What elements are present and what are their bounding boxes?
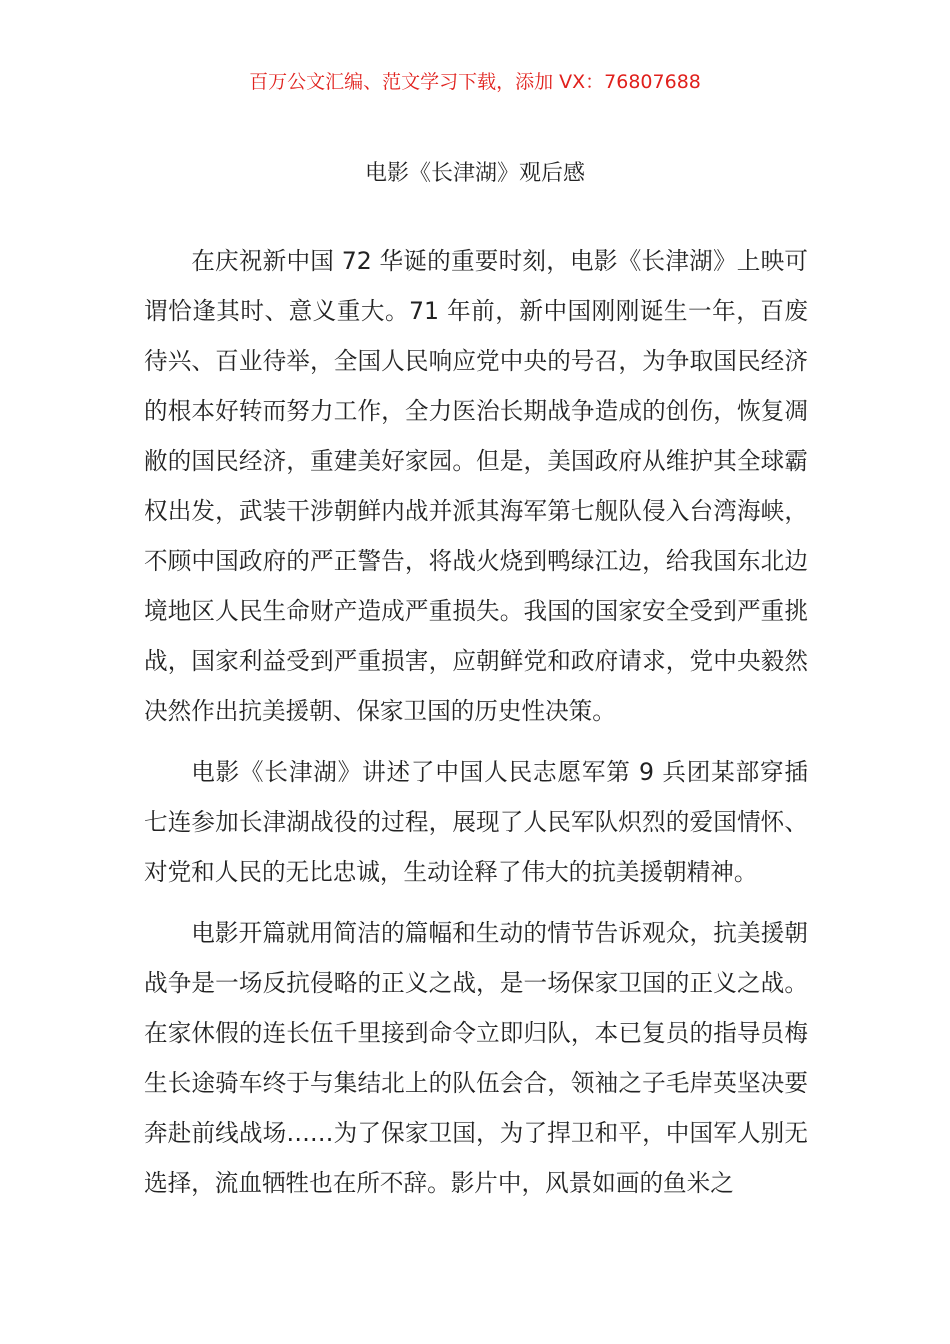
header-notice: 百万公文汇编、范文学习下载，添加 VX：76807688	[249, 71, 701, 93]
document-title: 电影《长津湖》观后感	[364, 161, 585, 186]
paragraph: 在庆祝新中国 72 华诞的重要时刻，电影《长津湖》上映可谓恰逢其时、意义重大。71 年前，新中国刚刚诞生一年，百废待兴、百业待举，全国人民响应党中央的号召，为争取国民经济的根本好转而努力工作，全力医治长期战争造成的创伤，恢复凋敝的国民经济，重建美好家园。但是，美国政府从维护其全球霸权出发，武装干涉朝鲜内战并派其海军第七舰队侵入台湾海峡，不顾中国政府的严正警告，将战火烧到鸭绿江边，给我国东北边境地区人民生命财产造成严重损失。我国的国家安全受到严重挑战，国家利益受到严重损害，应朝鲜党和政府请求，党中央毅然决然作出抗美援朝、保家卫国的历史性决策。	[144, 247, 808, 725]
document-body	[144, 236, 808, 1219]
paragraph: 电影《长津湖》讲述了中国人民志愿军第 9 兵团某部穿插七连参加长津湖战役的过程，展现了人民军队炽烈的爱国情怀、对党和人民的无比忠诚，生动诠释了伟大的抗美援朝精神。	[144, 758, 808, 886]
paragraph: 电影开篇就用简洁的篇幅和生动的情节告诉观众，抗美援朝战争是一场反抗侵略的正义之战，是一场保家卫国的正义之战。在家休假的连长伍千里接到命令立即归队，本已复员的指导员梅生长途骑车终于与集结北上的队伍会合，领袖之子毛岸英坚决要奔赴前线战场……为了保家卫国，为了捍卫和平，中国军人别无选择，流血牺牲也在所不辞。影片中，风景如画的鱼米之	[144, 919, 808, 1197]
